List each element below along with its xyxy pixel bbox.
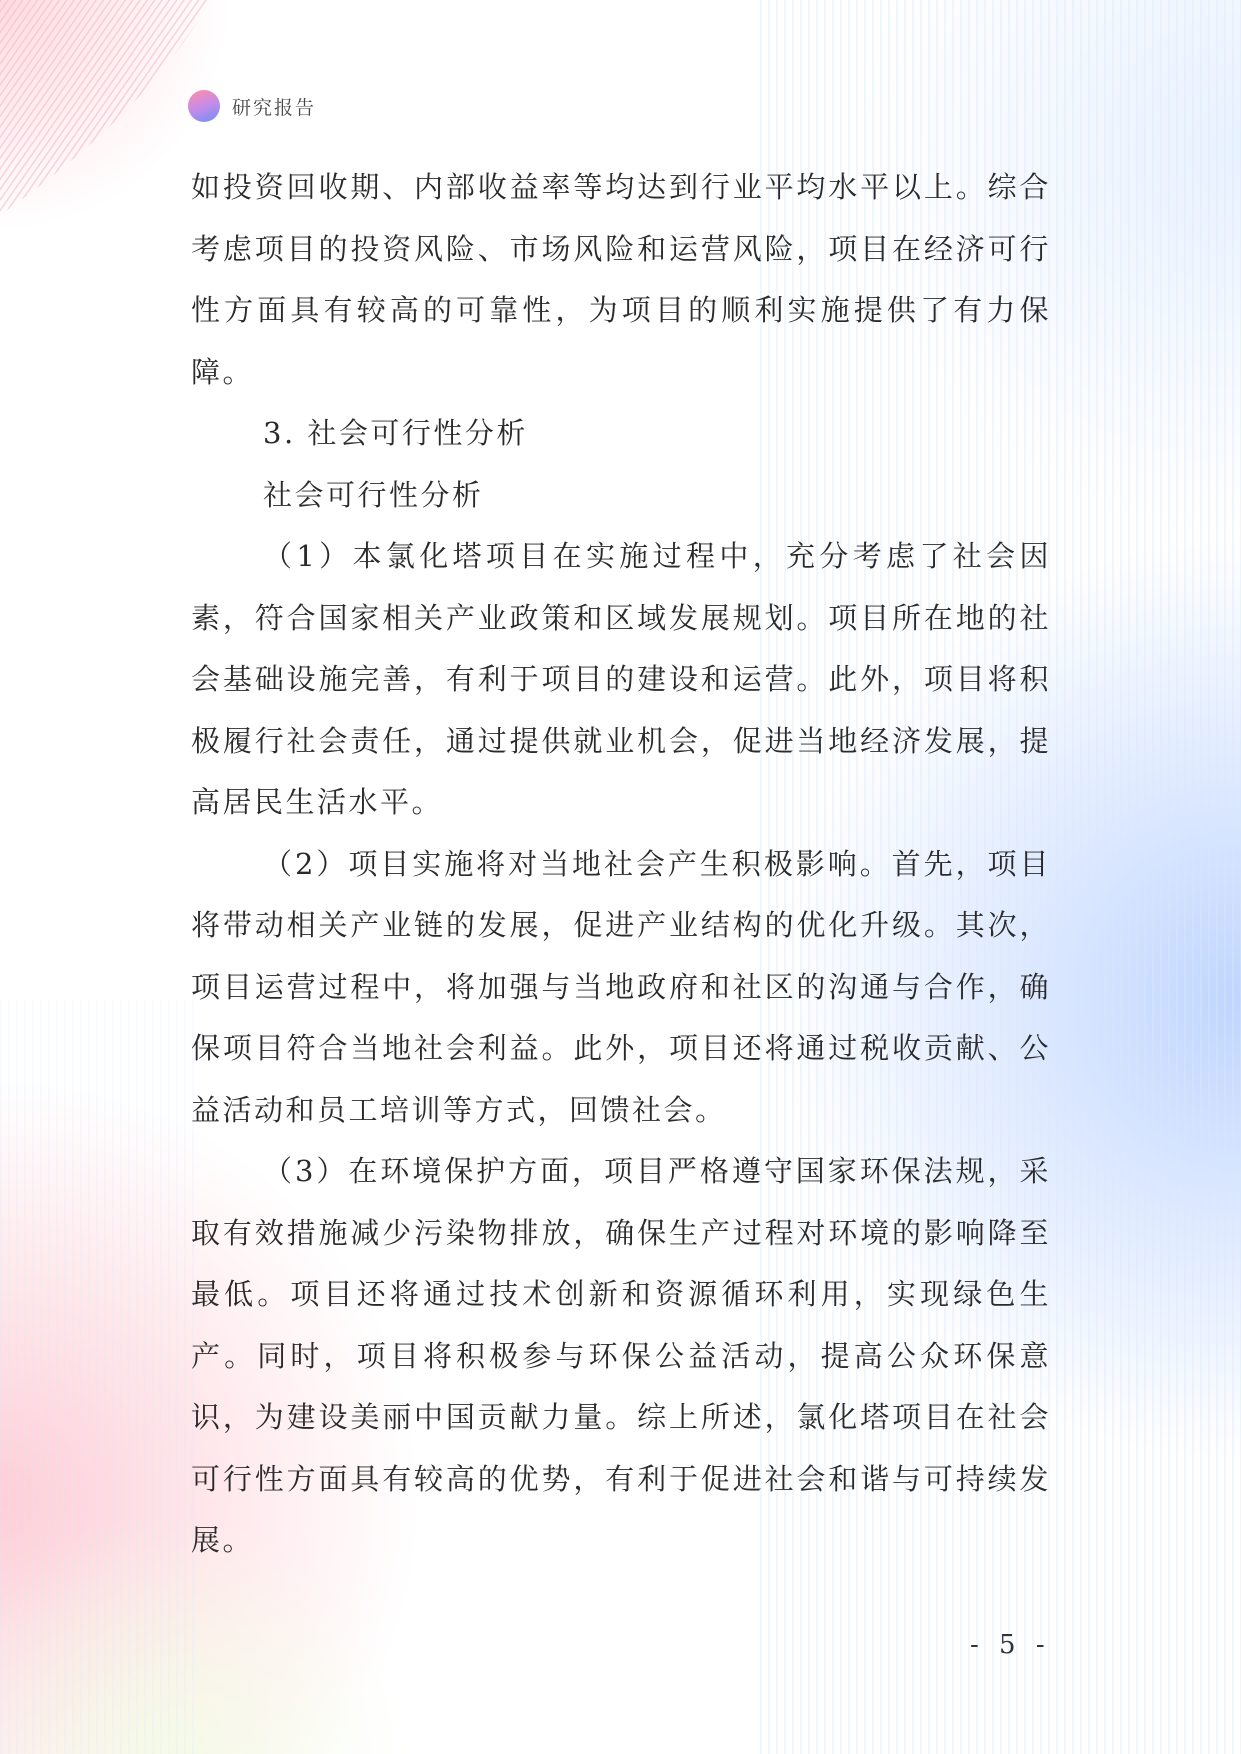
body-text xyxy=(191,157,1051,1572)
paragraph-item-1: （1）本氯化塔项目在实施过程中，充分考虑了社会因素，符合国家相关产业政策和区域发展规划。项目所在地的社会基础设施完善，有利于项目的建设和运营。此外，项目将积极履行社会责任，通过提供就业机会，促进当地经济发展，提高居民生活水平。 xyxy=(191,539,1051,819)
page-number: - 5 - xyxy=(970,1630,1051,1660)
report-label: 研究报告 xyxy=(232,96,317,119)
section-heading: 3. 社会可行性分析 xyxy=(263,416,528,450)
paragraph-economic-conclusion: 如投资回收期、内部收益率等均达到行业平均水平以上。综合考虑项目的投资风险、市场风险和运营风险，项目在经济可行性方面具有较高的可靠性，为项目的顺利实施提供了有力保障。 xyxy=(191,170,1051,389)
paragraph-item-2: （2）项目实施将对当地社会产生积极影响。首先，项目将带动相关产业链的发展，促进产业结构的优化升级。其次，项目运营过程中，将加强与当地政府和社区的沟通与合作，确保项目符合当地社会利益。此外，项目还将通过税收贡献、公益活动和员工培训等方式，回馈社会。 xyxy=(191,846,1051,1127)
logo-icon xyxy=(188,90,220,122)
paragraph-item-3: （3）在环境保护方面，项目严格遵守国家环保法规，采取有效措施减少污染物排放，确保生产过程对环境的影响降至最低。项目还将通过技术创新和资源循环利用，实现绿色生产。同时，项目将积极参与环保公益活动，提高公众环保意识，为建设美丽中国贡献力量。综上所述，氯化塔项目在社会可行性方面具有较高的优势，有利于促进社会和谐与可持续发展。 xyxy=(191,1154,1051,1557)
page-header xyxy=(188,90,316,122)
subsection-title: 社会可行性分析 xyxy=(263,477,484,512)
